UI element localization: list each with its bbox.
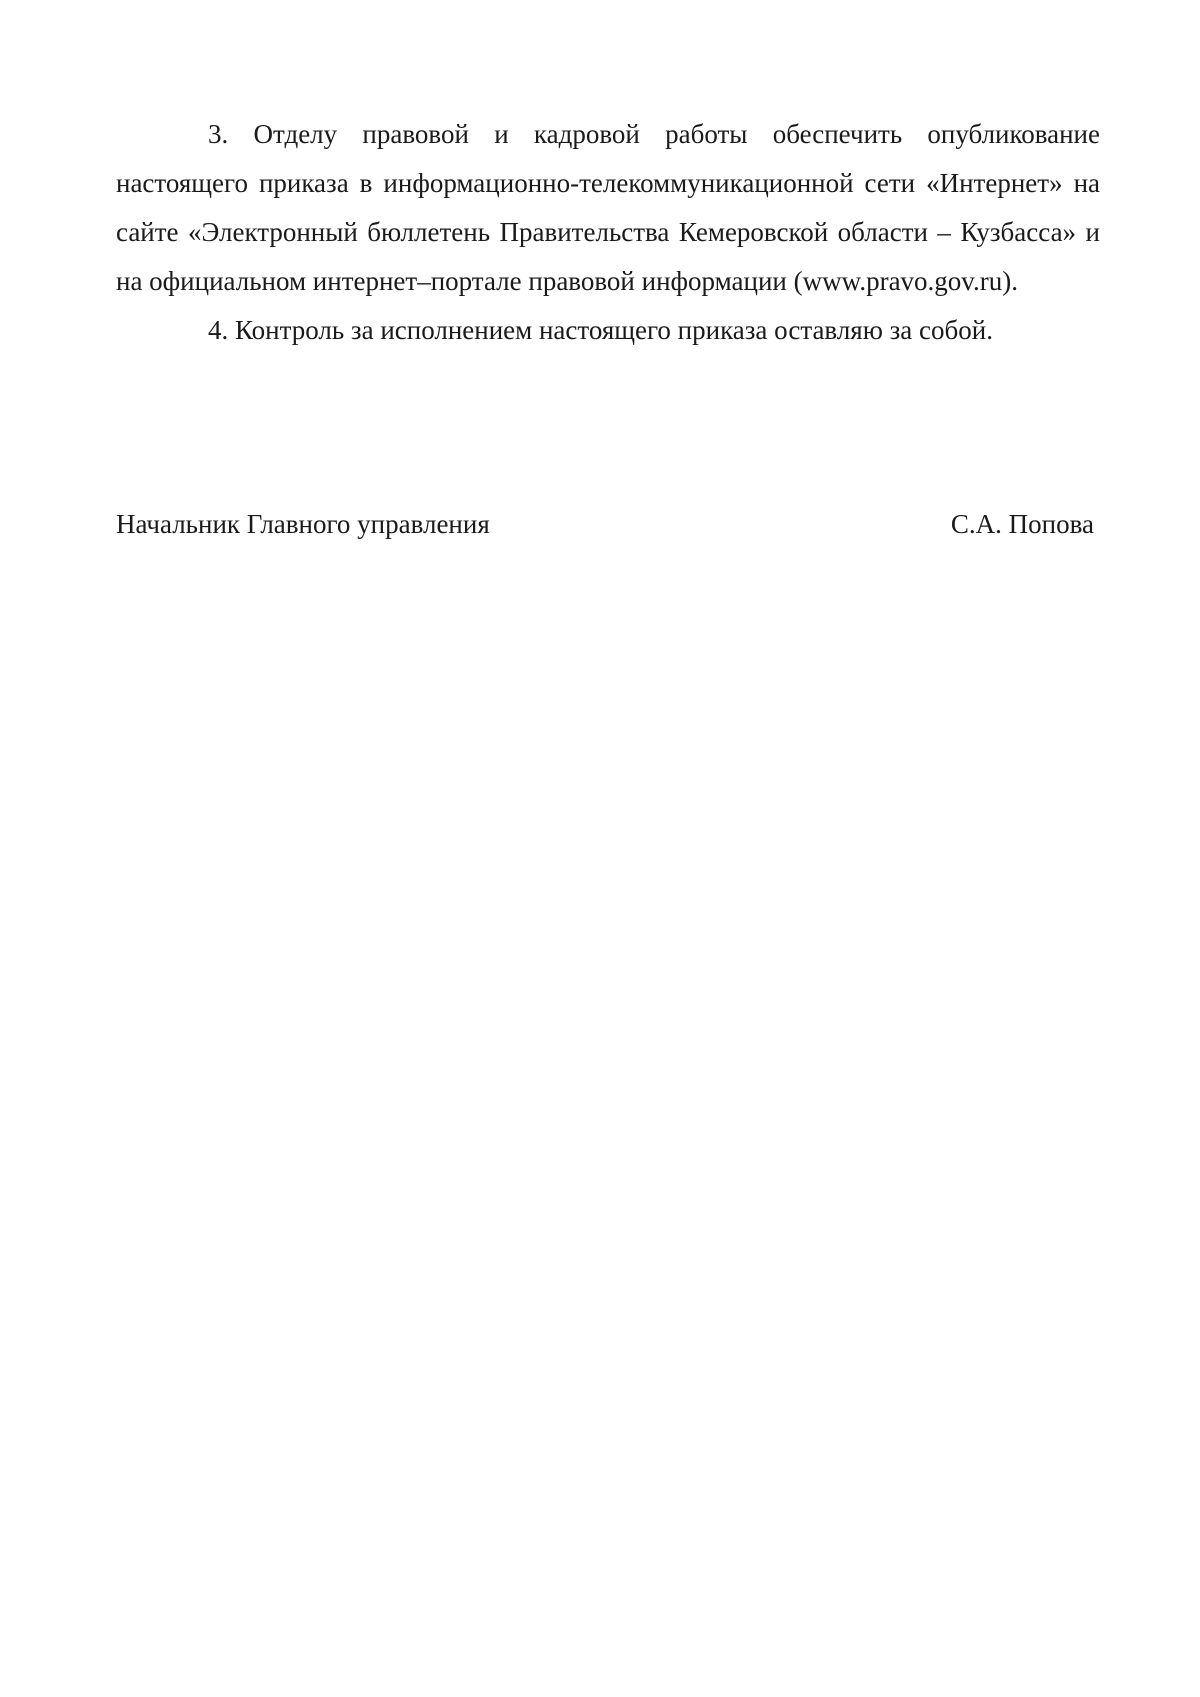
- signatory-position: Начальник Главного управления: [116, 509, 490, 539]
- signature-block: [116, 504, 1094, 544]
- paragraph-3: 3. Отделу правовой и кадровой работы обеспечить опубликование настоящего приказа в информационно-телекоммуникационной сети «Интернет» на сайте «Электронный бюллетень Правительства Кемеровской области – Кузбасса» и на официальном интернет–портале правовой информации (www.pravo.gov.ru).: [116, 119, 1100, 296]
- document-body: [116, 110, 1100, 355]
- signatory-name: С.А. Попова: [950, 509, 1094, 539]
- paragraph-4: 4. Контроль за исполнением настоящего приказа оставляю за собой.: [208, 315, 993, 345]
